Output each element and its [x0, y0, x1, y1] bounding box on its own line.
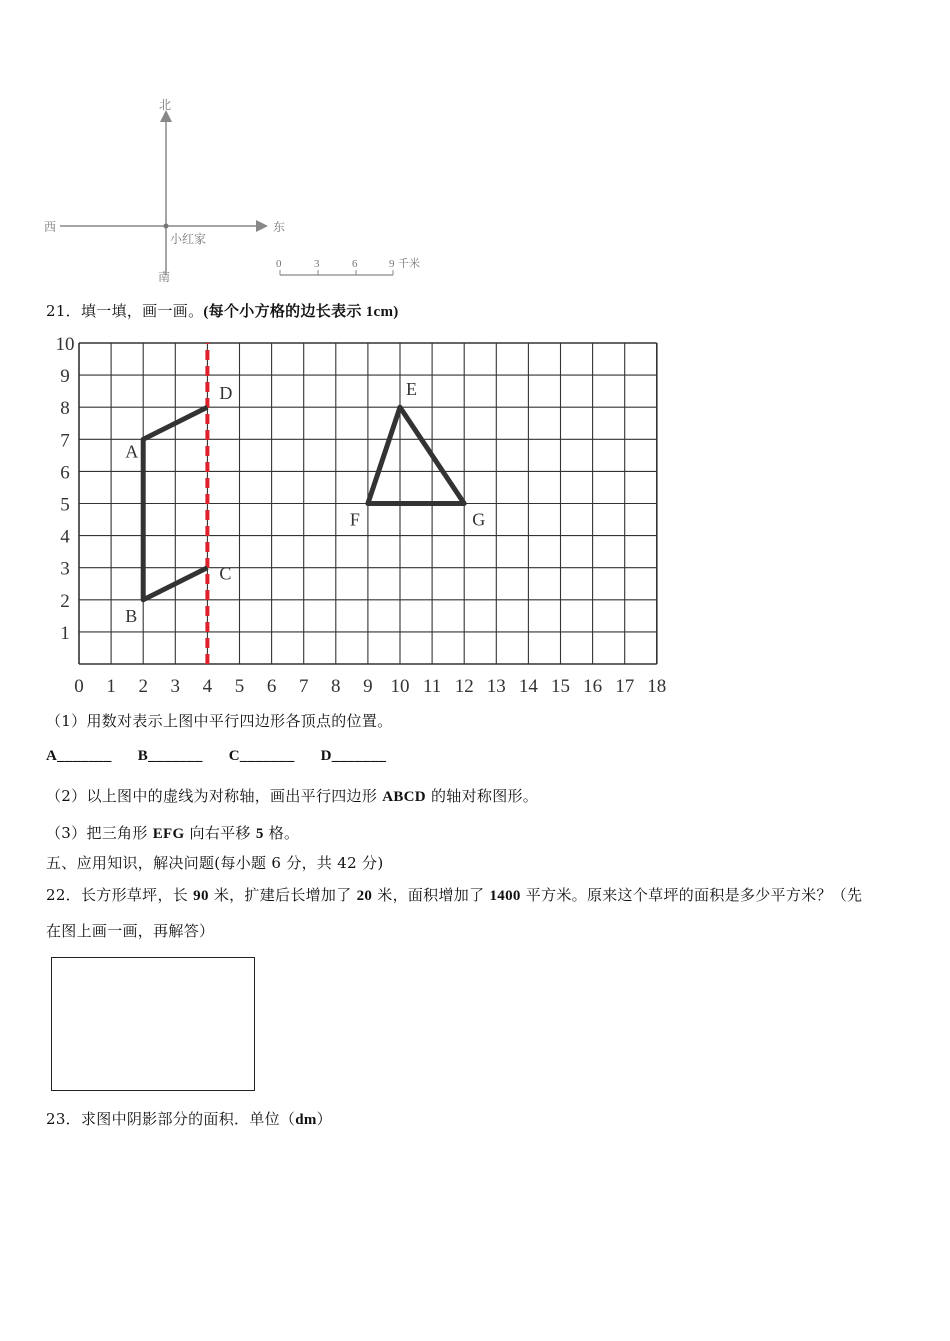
vertex-label-d: D	[219, 383, 233, 404]
north-label: 北	[159, 98, 172, 112]
q21-sub3-prefix: （3）把三角形	[46, 824, 153, 842]
east-label: 东	[273, 220, 286, 234]
vertex-label-f: F	[349, 509, 360, 530]
y-tick-label: 10	[55, 334, 75, 355]
x-tick-label: 4	[202, 676, 213, 697]
y-tick-label: 6	[60, 462, 70, 484]
q22-part-g: 平方米。原来这个草坪的面积是多少平方米？（先	[520, 886, 863, 904]
scale-tick-9: 9	[389, 258, 395, 270]
section5-heading: 五、应用知识，解决问题(每小题 6 分，共 42 分)	[46, 854, 384, 872]
vertex-label-g: G	[472, 509, 486, 530]
q23-suffix: ）	[316, 1110, 332, 1128]
y-tick-label: 1	[60, 622, 70, 644]
q22-length: 90	[193, 888, 209, 904]
q22-increase: 20	[356, 888, 373, 904]
x-tick-label: 11	[422, 676, 442, 697]
q21-title-prefix: 21．填一填，画一画。	[46, 302, 204, 320]
y-tick-label: 9	[60, 366, 70, 388]
q21-sub2-shape: ABCD	[382, 789, 426, 805]
x-tick-label: 5	[234, 676, 245, 697]
compass-diagram	[40, 95, 460, 290]
q21-sub2	[46, 785, 538, 806]
scale-unit: 千米	[398, 258, 420, 270]
q21-sub3-suffix: 格。	[263, 824, 300, 842]
y-tick-label: 5	[60, 494, 70, 516]
blank-a[interactable]: A_______	[46, 748, 112, 764]
x-tick-label: 18	[647, 676, 667, 697]
q21-sub3	[46, 822, 299, 843]
x-tick-label: 9	[363, 676, 373, 697]
q21-sub1: （1）用数对表示上图中平行四边形各顶点的位置。	[46, 712, 393, 730]
x-tick-label: 16	[583, 676, 603, 697]
x-tick-label: 10	[390, 676, 410, 697]
west-label: 西	[44, 220, 57, 234]
q23-text	[46, 1108, 332, 1129]
x-tick-label: 1	[106, 676, 116, 697]
q23-unit: dm	[295, 1112, 317, 1128]
triangle-efg	[368, 407, 464, 503]
q22-line1	[46, 884, 862, 905]
q22-part-c: 米，扩建后长增加了	[208, 886, 357, 904]
y-tick-label: 4	[60, 526, 70, 548]
lawn-rectangle[interactable]	[51, 957, 255, 1091]
x-tick-label: 8	[331, 676, 341, 697]
scale-bar	[276, 256, 420, 275]
x-tick-label: 0	[74, 676, 84, 697]
x-tick-label: 7	[298, 676, 309, 697]
x-tick-label: 12	[454, 676, 474, 697]
coordinate-grid	[40, 330, 680, 700]
y-tick-label: 7	[60, 430, 70, 452]
q21-title	[46, 300, 399, 321]
q21-sub3-count: 5	[255, 826, 264, 842]
q22-area-increase: 1400	[489, 888, 521, 904]
x-tick-label: 3	[170, 676, 181, 697]
home-label: 小红家	[170, 232, 207, 246]
vertex-label-e: E	[406, 379, 417, 400]
blank-b[interactable]: B_______	[137, 748, 203, 764]
vertex-label-c: C	[219, 563, 232, 584]
x-tick-label: 17	[615, 676, 635, 697]
y-tick-label: 2	[60, 590, 70, 612]
q21-sub2-prefix: （2）以上图中的虚线为对称轴，画出平行四边形	[46, 787, 383, 805]
blank-d[interactable]: D_______	[320, 748, 387, 764]
scale-tick-3: 3	[314, 258, 320, 270]
y-tick-label: 8	[60, 398, 70, 420]
x-tick-label: 6	[266, 676, 277, 697]
q22-part-a: 22．长方形草坪，长	[46, 886, 194, 904]
q22-line2: 在图上画一画，再解答）	[46, 922, 215, 940]
q21-blanks	[46, 748, 386, 765]
x-tick-label: 14	[518, 676, 538, 697]
y-tick-label: 3	[60, 558, 70, 580]
q22-part-e: 米，面积增加了	[372, 886, 490, 904]
scale-tick-0: 0	[276, 258, 282, 270]
x-tick-label: 15	[551, 676, 570, 697]
x-tick-label: 13	[486, 676, 506, 697]
x-tick-label: 2	[138, 676, 148, 697]
q21-sub3-shape: EFG	[152, 826, 185, 842]
q21-title-paren: (每个小方格的边长表示 1cm)	[203, 304, 399, 320]
q21-sub2-suffix: 的轴对称图形。	[425, 787, 539, 805]
scale-tick-6: 6	[352, 258, 358, 270]
q21-sub3-mid: 向右平移	[184, 824, 256, 842]
q23-prefix: 23．求图中阴影部分的面积．单位（	[46, 1110, 296, 1128]
home-point	[164, 224, 169, 229]
vertex-label-a: A	[125, 441, 139, 462]
blank-c[interactable]: C_______	[228, 748, 295, 764]
vertex-label-b: B	[125, 605, 138, 626]
south-label: 南	[158, 270, 171, 284]
